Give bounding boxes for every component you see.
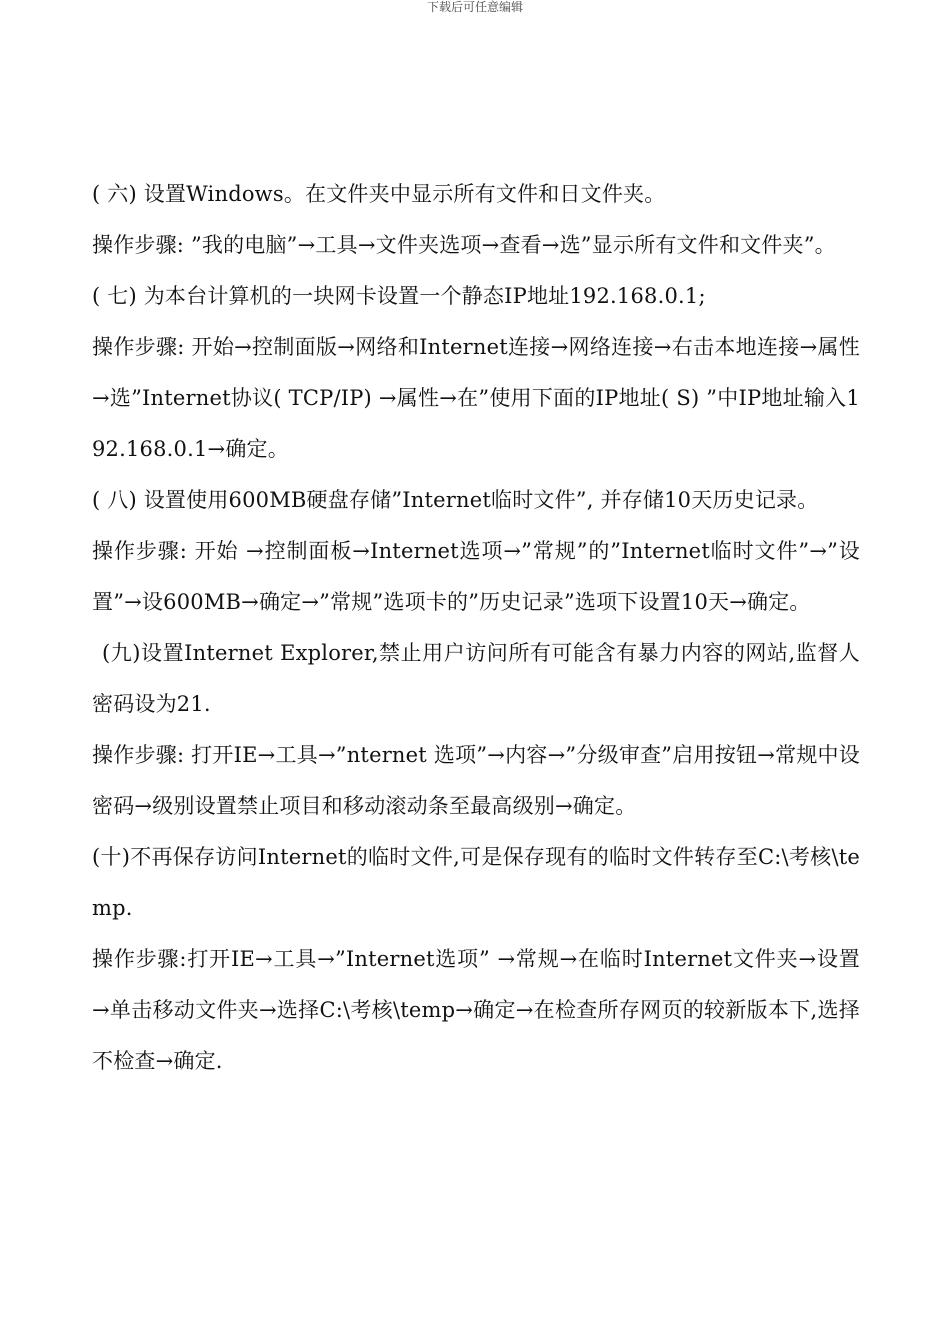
header-note: 下载后可任意编辑 bbox=[426, 0, 523, 14]
section-7-heading: ( 七) 为本台计算机的一块网卡设置一个静态IP地址192.168.0.1; bbox=[92, 284, 706, 308]
section-9-steps: 操作步骤: 打开IE→工具→”nternet 选项”→内容→”分级审查”启用按钮→常规中设密码→级别设置禁止项目和移动滚动条至最高级别→确定。 bbox=[92, 743, 860, 818]
section-6-heading: ( 六) 设置Windows。在文件夹中显示所有文件和日文件夹。 bbox=[92, 182, 666, 206]
section-10-heading: (十)不再保存访问Internet的临时文件,可是保存现有的临时文件转存至C:\考核\temp. bbox=[92, 845, 860, 920]
document-body bbox=[92, 169, 860, 1087]
section-10-steps: 操作步骤:打开IE→工具→”Internet选项” →常规→在临时Internet文件夹→设置→单击移动文件夹→选择C:\考核\temp→确定→在检查所存网页的较新版本下,选择不检查→确定. bbox=[92, 947, 860, 1073]
section-9-heading: (九)设置Internet Explorer,禁止用户访问所有可能含有暴力内容的网站,监督人密码设为21. bbox=[92, 641, 860, 716]
section-8-heading: ( 八) 设置使用600MB硬盘存储”Internet临时文件”, 并存储10天历史记录。 bbox=[92, 488, 819, 512]
section-8-steps: 操作步骤: 开始 →控制面板→Internet选项→”常规”的”Internet临时文件”→”设置”→设600MB→确定→”常规”选项卡的”历史记录”选项下设置10天→确定。 bbox=[92, 539, 860, 614]
section-6-steps: 操作步骤: ”我的电脑”→工具→文件夹选项→查看→选”显示所有文件和文件夹”。 bbox=[92, 233, 836, 257]
section-7-steps: 操作步骤: 开始→控制面版→网络和Internet连接→网络连接→右击本地连接→属性→选”Internet协议( TCP/IP) →属性→在”使用下面的IP地址( S) ”中IP地址输入192.168.0.1→确定。 bbox=[92, 335, 860, 461]
